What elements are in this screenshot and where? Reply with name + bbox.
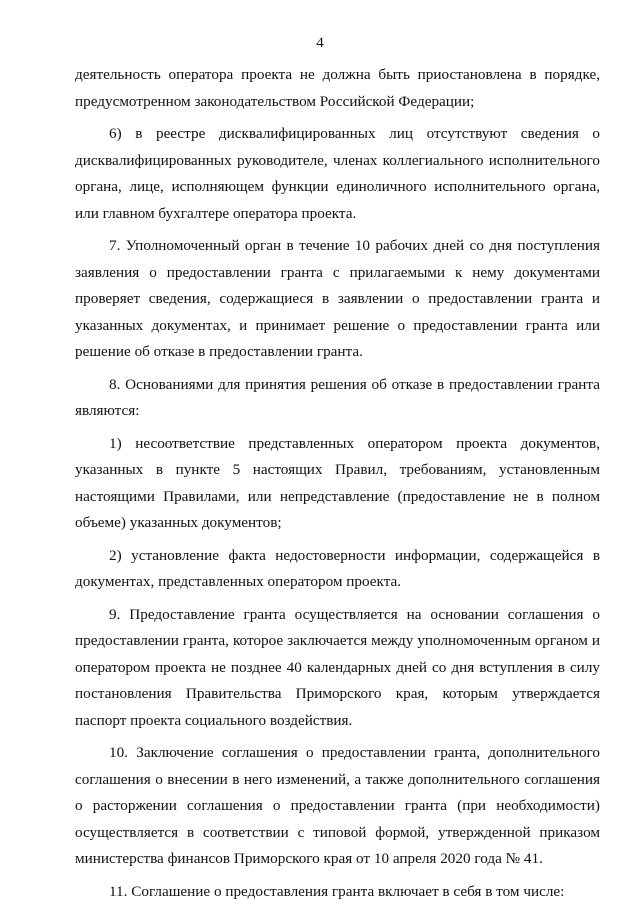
paragraph-clause-7: 7. Уполномоченный орган в течение 10 рабочих дней со дня поступления заявления о предоставлении гранта с прилагаемыми к нему документами проверяет сведения, содержащиеся в заявлении о предоставлении гранта и указанных документах, и принимает решение о предоставлении гранта или решение об отказе в предоставлении гранта. [75, 237, 600, 360]
paragraph-clause-10: 10. Заключение соглашения о предоставлении гранта, дополнительного соглашения о внесении в него изменений, а также дополнительного соглашения о расторжении соглашения о предоставлении гранта (при необходимости) осуществляется в соответствии с типовой формой, утвержденной приказом министерства финансов Приморского края от 10 апреля 2020 года № 41. [75, 744, 600, 867]
paragraph-clause-8: 8. Основаниями для принятия решения об отказе в предоставлении гранта являются: [75, 375, 600, 419]
paragraph-clause-9: 9. Предоставление гранта осуществляется на основании соглашения о предоставлении гранта, которое заключается между уполномоченным органом и оператором проекта не позднее 40 календарных дней со дня вступления в силу постановления Правительства Приморского края, которым утверждается паспорт проекта социального воздействия. [75, 605, 600, 729]
document-body [75, 62, 600, 911]
paragraph-item-6: 6) в реестре дисквалифицированных лиц отсутствуют сведения о дисквалифицированных руководителе, членах коллегиального исполнительного органа, лице, исполняющем функции единоличного исполнительного органа, или главном бухгалтере оператора проекта. [75, 125, 600, 222]
paragraph-subitem-1: 1) несоответствие представленных оператором проекта документов, указанных в пункте 5 настоящих Правил, требованиям, установленным настоящими Правилами, или непредставление (предоставление не в полном объеме) указанных документов; [75, 434, 600, 531]
paragraph-clause-11: 11. Соглашение о предоставления гранта включает в себя в том числе: [109, 882, 565, 900]
paragraph-continuation: деятельность оператора проекта не должна быть приостановлена в порядке, предусмотренном законодательством Российской Федерации; [75, 66, 600, 110]
paragraph-subitem-2: 2) установление факта недостоверности информации, содержащейся в документах, представленных оператором проекта. [75, 546, 600, 590]
page-number: 4 [316, 35, 324, 51]
